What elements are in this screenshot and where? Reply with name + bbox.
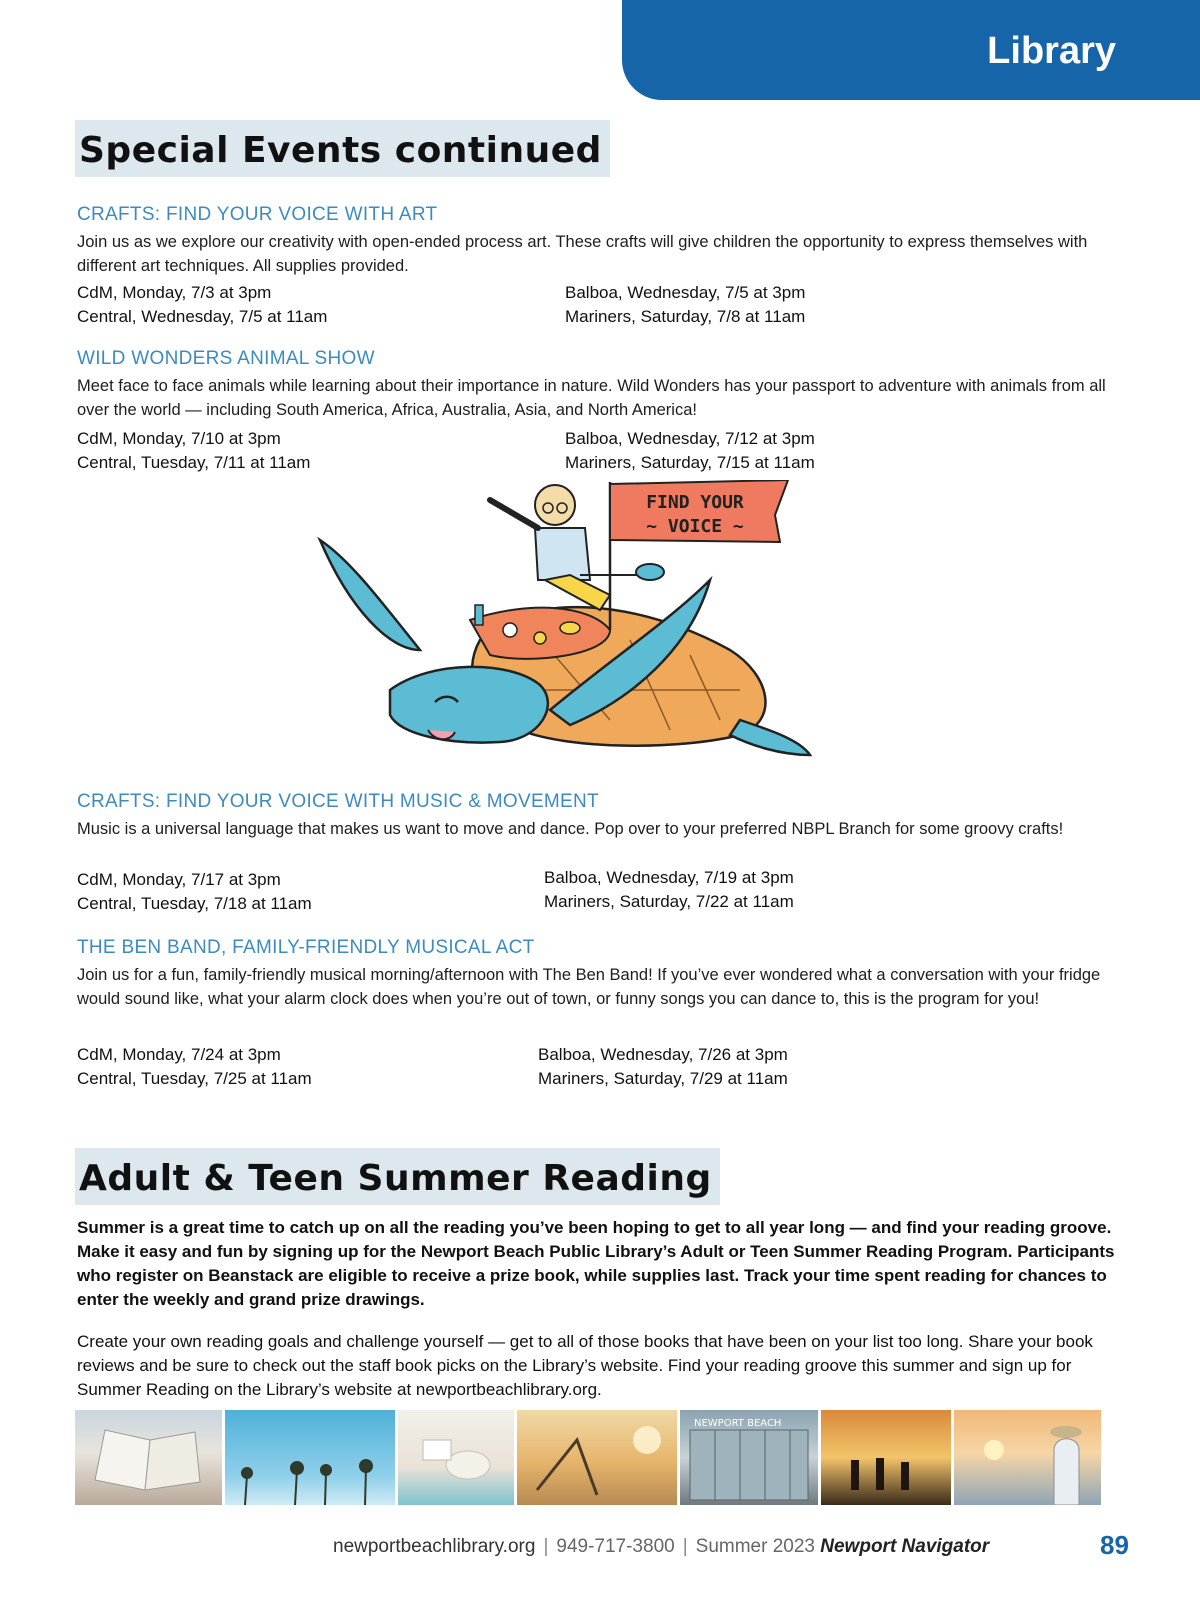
footer-magazine-name: Newport Navigator bbox=[820, 1536, 990, 1557]
section-tab-label: Library bbox=[987, 30, 1116, 72]
photo-reading-hat bbox=[398, 1410, 514, 1505]
event-description-crafts-art: Join us as we explore our creativity with open-ended process art. These crafts will give children the opportunity to express themselves with different art techniques. All supplies provided. bbox=[77, 233, 1088, 275]
event-description-ben-band: Join us for a fun, family-friendly musical morning/afternoon with The Ben Band! If you’ve ever wondered what a conversation with your fridge would sound like, what your alarm clock does when you’re out of town, or funny songs you can dance to, this is the program for you! bbox=[77, 966, 1101, 1008]
event-description-wild-wonders: Meet face to face animals while learning about their importance in nature. Wild Wonders has your passport to adventure with animals from all over the world — including South America, Africa, Australia, Asia, and North America! bbox=[77, 377, 1106, 419]
page-number: 89 bbox=[1100, 1530, 1129, 1560]
schedule-entry: Central, Tuesday, 7/11 at 11am bbox=[77, 453, 311, 472]
photo-sunset-walkers bbox=[821, 1410, 951, 1505]
photo-palm-trees bbox=[225, 1410, 395, 1505]
schedule-entry: CdM, Monday, 7/17 at 3pm bbox=[77, 870, 281, 889]
schedule-entry: Mariners, Saturday, 7/15 at 11am bbox=[565, 453, 815, 472]
event-title-wild-wonders: WILD WONDERS ANIMAL SHOW bbox=[77, 348, 375, 369]
event-description-crafts-music: Music is a universal language that makes us want to move and dance. Pop over to your preferred NBPL Branch for some groovy crafts! bbox=[77, 820, 1064, 838]
event-schedule-left bbox=[77, 281, 327, 329]
photo-strip bbox=[75, 1410, 1115, 1505]
page-footer bbox=[333, 1536, 989, 1558]
photo-library-building bbox=[680, 1410, 818, 1505]
schedule-entry: CdM, Monday, 7/24 at 3pm bbox=[77, 1045, 281, 1064]
event-schedule-right bbox=[565, 427, 815, 475]
schedule-entry: Mariners, Saturday, 7/22 at 11am bbox=[544, 892, 794, 911]
summer-reading-intro: Summer is a great time to catch up on all the reading you’ve been hoping to get to all year long — and find your reading groove. Make it easy and fun by signing up for the Newport Beach Public Library’s Adult or Teen Summer Reading Program. Participants who register on Beanstack are eligible to receive a prize book, while supplies last. Track your time spent reading for chances to enter the weekly and grand prize drawings. bbox=[77, 1218, 1115, 1309]
summer-reading-goals: Create your own reading goals and challenge yourself — get to all of those books that have been on your list too long. Share your book reviews and be sure to check out the staff book picks on the Library’s website. Find your reading groove this summer and sign up for Summer Reading on the Library’s website at newportbeachlibrary.org. bbox=[77, 1332, 1093, 1399]
event-schedule-left bbox=[77, 427, 310, 475]
event-title-ben-band: THE BEN BAND, FAMILY-FRIENDLY MUSICAL ACT bbox=[77, 937, 535, 958]
event-schedule-right bbox=[544, 866, 794, 914]
schedule-entry: Central, Wednesday, 7/5 at 11am bbox=[77, 307, 328, 326]
special-events-heading: Special Events continued bbox=[75, 120, 610, 177]
schedule-entry: Mariners, Saturday, 7/29 at 11am bbox=[538, 1069, 788, 1088]
event-title-crafts-art: CRAFTS: FIND YOUR VOICE WITH ART bbox=[77, 204, 438, 225]
footer-phone: 949-717-3800 bbox=[556, 1536, 675, 1557]
event-schedule-left bbox=[77, 868, 312, 916]
flag-text-line2: ~ VOICE ~ bbox=[646, 516, 744, 537]
schedule-entry: Balboa, Wednesday, 7/12 at 3pm bbox=[565, 429, 815, 448]
event-schedule-right bbox=[538, 1043, 788, 1091]
photo-book-beach bbox=[75, 1410, 222, 1505]
summer-reading-heading: Adult & Teen Summer Reading bbox=[75, 1148, 720, 1205]
library-header-tab bbox=[622, 0, 1200, 100]
event-schedule-left bbox=[77, 1043, 312, 1091]
photo-beach-chair bbox=[517, 1410, 677, 1505]
flag-text-line1: FIND YOUR bbox=[646, 492, 744, 513]
schedule-entry: CdM, Monday, 7/3 at 3pm bbox=[77, 283, 272, 302]
schedule-entry: Balboa, Wednesday, 7/5 at 3pm bbox=[565, 283, 806, 302]
footer-website: newportbeachlibrary.org bbox=[333, 1536, 536, 1557]
footer-separator: | bbox=[543, 1536, 549, 1557]
footer-separator: | bbox=[682, 1536, 688, 1557]
event-title-crafts-music: CRAFTS: FIND YOUR VOICE WITH MUSIC & MOVEMENT bbox=[77, 791, 599, 812]
schedule-entry: Central, Tuesday, 7/25 at 11am bbox=[77, 1069, 312, 1088]
building-sign-text: NEWPORT BEACH bbox=[694, 1418, 782, 1429]
footer-issue: Summer 2023 bbox=[695, 1536, 815, 1557]
turtle-illustration bbox=[310, 480, 840, 780]
schedule-entry: Balboa, Wednesday, 7/19 at 3pm bbox=[544, 868, 794, 887]
photo-reader-sunset bbox=[954, 1410, 1101, 1505]
schedule-entry: Mariners, Saturday, 7/8 at 11am bbox=[565, 307, 806, 326]
schedule-entry: CdM, Monday, 7/10 at 3pm bbox=[77, 429, 281, 448]
event-schedule-right bbox=[565, 281, 805, 329]
schedule-entry: Balboa, Wednesday, 7/26 at 3pm bbox=[538, 1045, 788, 1064]
schedule-entry: Central, Tuesday, 7/18 at 11am bbox=[77, 894, 312, 913]
